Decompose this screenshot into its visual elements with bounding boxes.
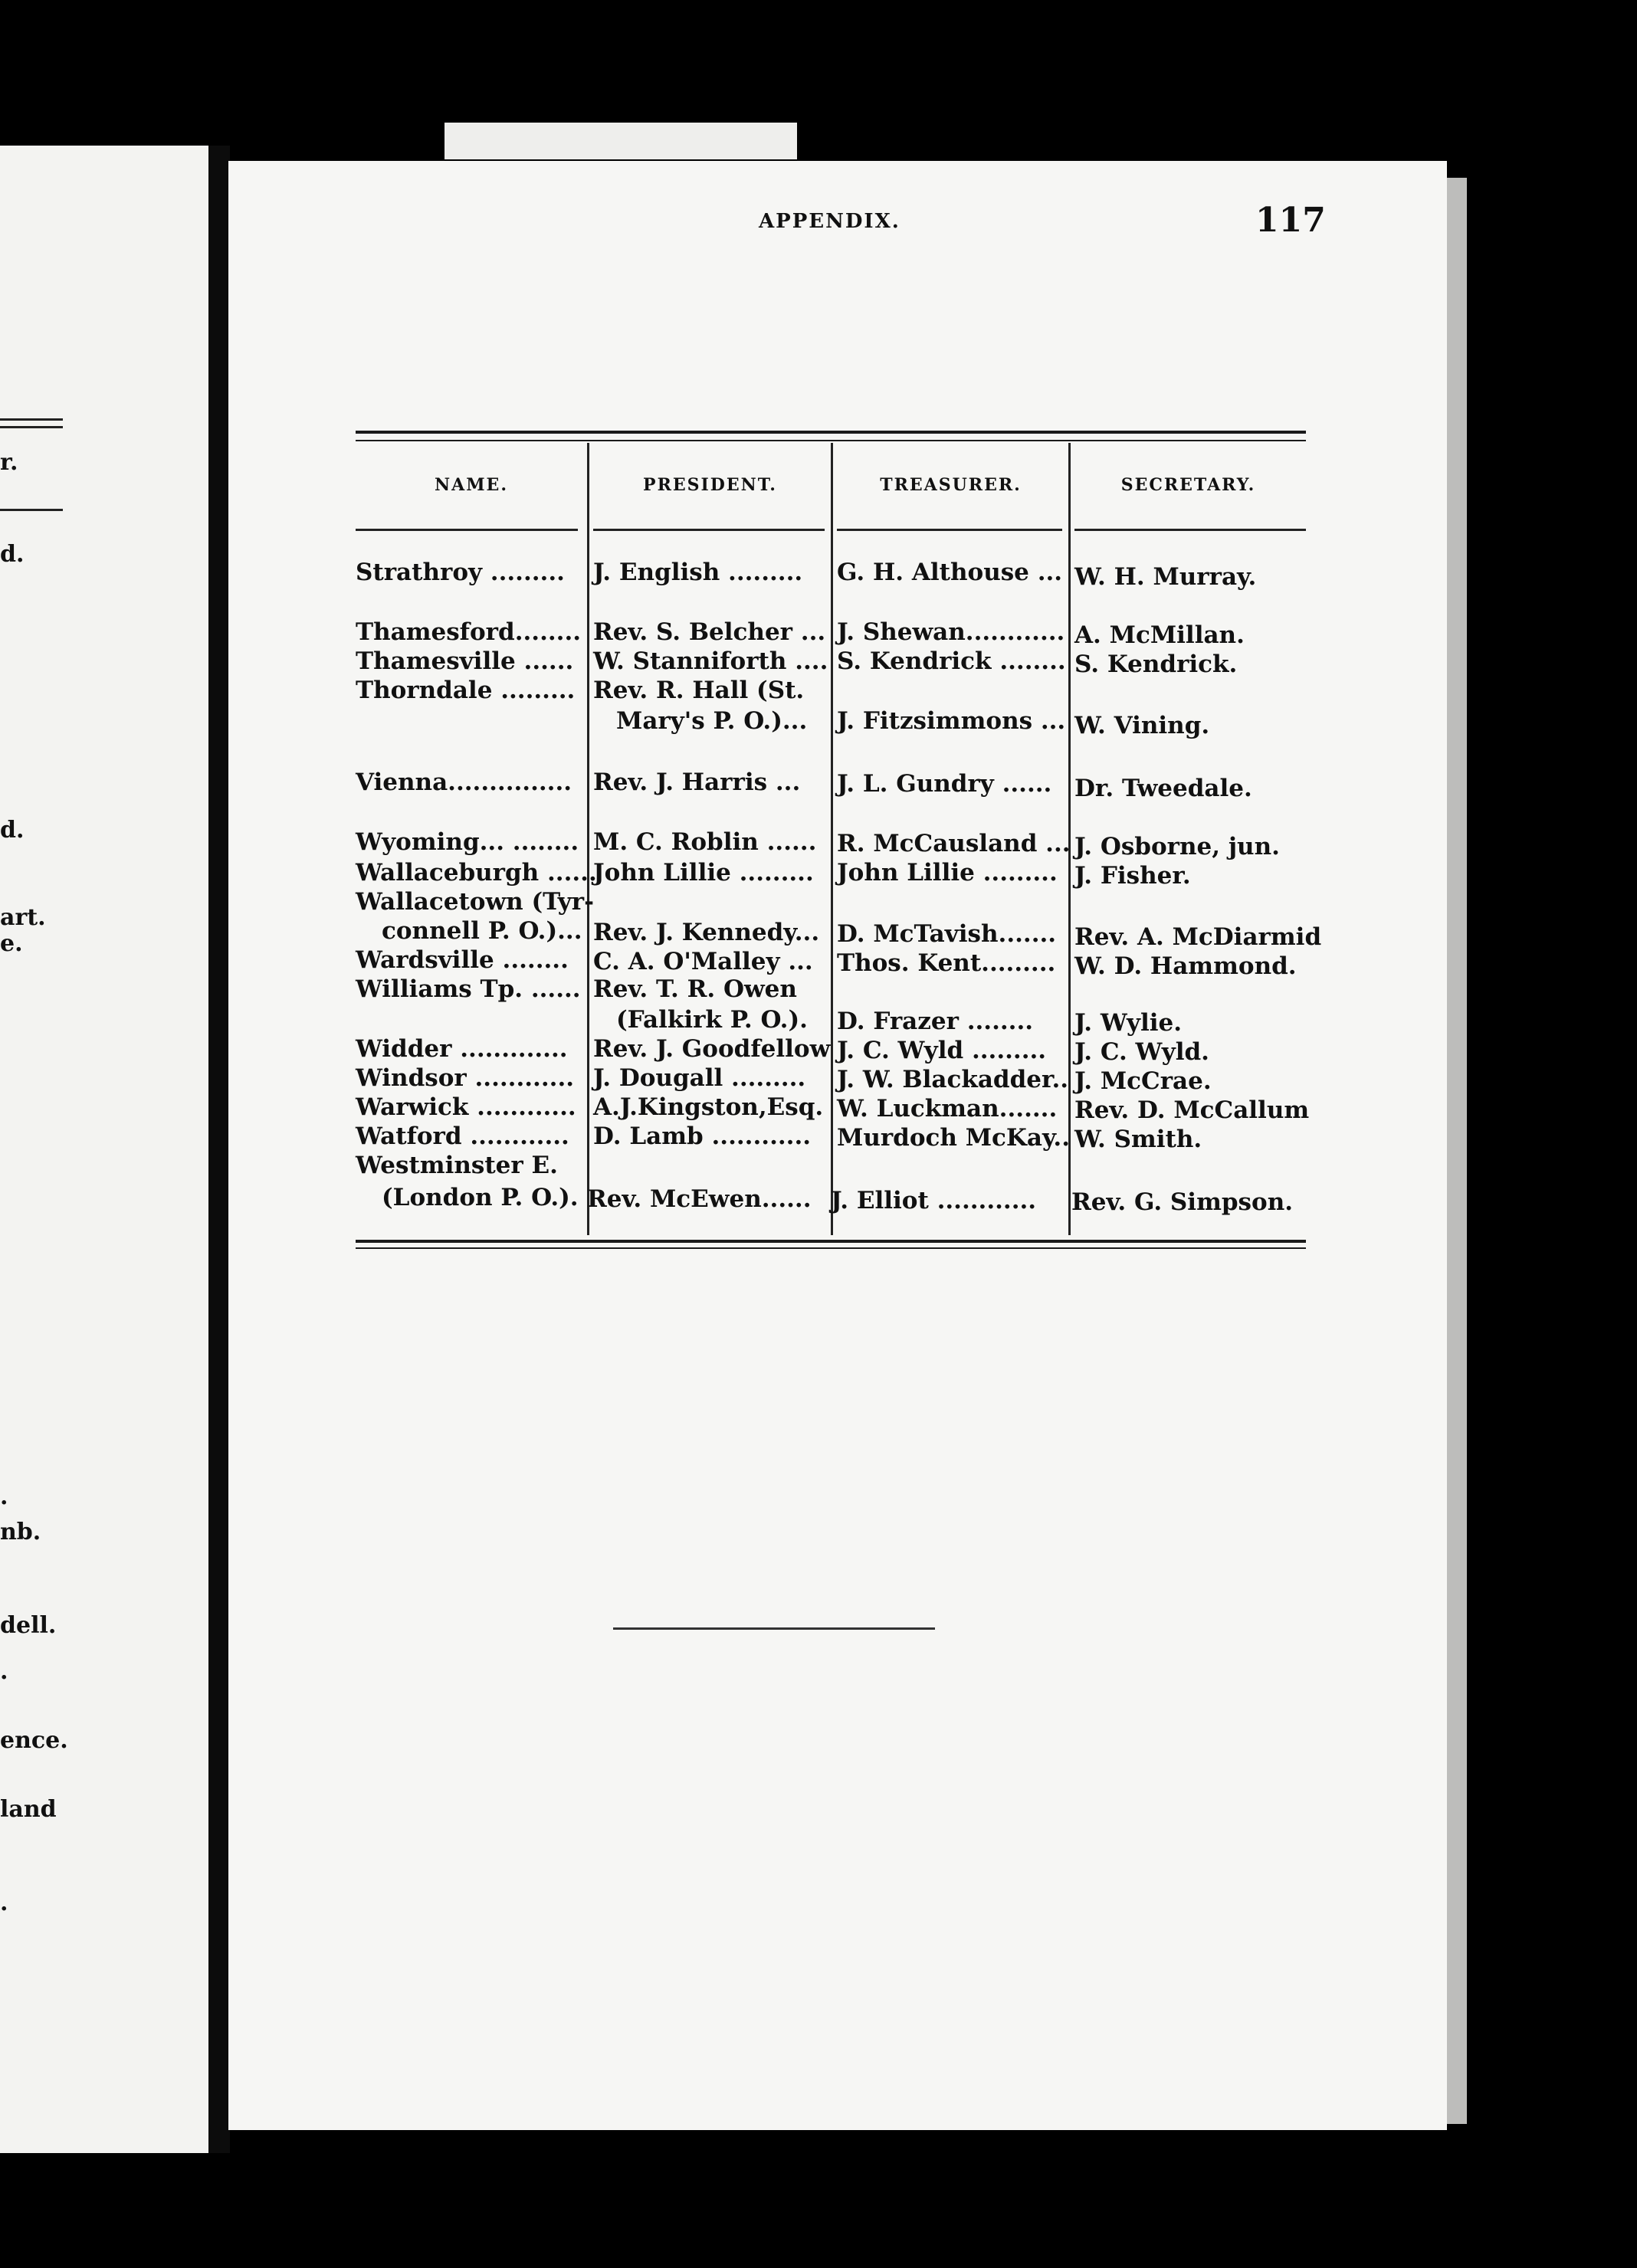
table-bottom-rule (356, 1240, 1306, 1243)
column-divider (587, 443, 589, 1235)
cell-secretary: W. H. Murray. (1074, 563, 1257, 591)
cell-treasurer: D. Frazer ........ (837, 1008, 1034, 1035)
header-underline (1074, 529, 1306, 531)
cell-secretary: J. McCrae. (1074, 1067, 1212, 1095)
cell-secretary: A. McMillan. (1074, 621, 1245, 649)
cell-secretary: W. Smith. (1074, 1126, 1202, 1153)
column-header-name: NAME. (435, 475, 508, 495)
cell-name: Vienna............... (356, 769, 572, 796)
cell-name: Thamesville ...... (356, 647, 574, 675)
cell-secretary: W. D. Hammond. (1074, 952, 1297, 980)
cell-name-continued: connell P. O.)... (382, 917, 582, 945)
cell-treasurer: G. H. Althouse ... (837, 559, 1063, 586)
table-top-rule (356, 431, 1306, 434)
facing-page-fragment: . (0, 1483, 8, 1510)
cell-president: Rev. R. Hall (St. (593, 677, 805, 704)
cell-president: C. A. O'Malley ... (593, 948, 813, 975)
cell-treasurer: J. L. Gundry ...... (837, 770, 1052, 798)
society-officers-table (356, 443, 1322, 1235)
column-divider (831, 443, 833, 1235)
cell-name: Windsor ............ (356, 1064, 575, 1092)
facing-page (0, 146, 208, 2153)
cell-president: Rev. J. Goodfellow (593, 1035, 831, 1063)
facing-page-fragment: art. (0, 904, 46, 931)
facing-page-fragment: e. (0, 930, 23, 957)
cell-name: Strathroy ......... (356, 559, 565, 586)
page-number: 117 (1255, 201, 1326, 240)
cell-name: Wallacetown (Tyr- (356, 888, 594, 916)
column-header-secretary: SECRETARY. (1120, 475, 1256, 495)
cell-treasurer: J. C. Wyld ......... (837, 1037, 1047, 1064)
page-edge-shadow (1447, 178, 1467, 2124)
cell-name: Wallaceburgh ...... (356, 859, 597, 887)
cell-treasurer: D. McTavish....... (837, 920, 1057, 948)
cell-secretary: J. Wylie. (1074, 1009, 1183, 1037)
header-underline (356, 529, 578, 531)
cell-secretary: Rev. D. McCallum (1074, 1096, 1310, 1124)
book-gutter (208, 146, 230, 2153)
cell-name-continued: (London P. O.). (382, 1184, 579, 1211)
cell-president: Rev. T. R. Owen (593, 975, 797, 1003)
header-underline (837, 529, 1062, 531)
cell-name: Widder ............. (356, 1035, 568, 1063)
cell-treasurer: John Lillie ......... (837, 859, 1058, 887)
facing-page-rule (0, 418, 63, 421)
cell-name: Williams Tp. ...... (356, 975, 581, 1003)
facing-page-fragment: d. (0, 541, 25, 568)
facing-page-fragment: . (0, 1889, 8, 1916)
cell-president: Rev. S. Belcher ... (593, 618, 826, 646)
cell-president: Rev. McEwen...... (587, 1185, 812, 1213)
cell-president: D. Lamb ............ (593, 1123, 812, 1150)
facing-page-fragment: r. (0, 449, 18, 476)
cell-treasurer: R. McCausland ... (837, 830, 1071, 857)
cell-treasurer: Thos. Kent......... (837, 949, 1056, 977)
cell-president: John Lillie ......... (593, 859, 814, 887)
cell-name: Warwick ............ (356, 1093, 576, 1121)
column-header-president: PRESIDENT. (643, 475, 777, 495)
cell-president: Rev. J. Harris ... (593, 769, 801, 796)
cell-name: Watford ............ (356, 1123, 569, 1150)
cell-secretary: W. Vining. (1074, 712, 1210, 739)
facing-page-edge (445, 123, 797, 159)
facing-page-fragment: nb. (0, 1519, 41, 1545)
facing-page-rule (0, 509, 63, 511)
table-bottom-rule (356, 1247, 1306, 1249)
cell-president-continued: Mary's P. O.)... (616, 707, 808, 735)
cell-treasurer: J. Fitzsimmons ... (837, 707, 1066, 735)
cell-secretary: Dr. Tweedale. (1074, 775, 1252, 802)
facing-page-fragment: dell. (0, 1612, 57, 1639)
cell-secretary: J. Osborne, jun. (1074, 833, 1280, 860)
running-head: APPENDIX. (759, 210, 901, 233)
cell-name: Thamesford........ (356, 618, 582, 646)
cell-president: A.J.Kingston,Esq. (593, 1093, 824, 1121)
cell-president: J. English ......... (593, 559, 803, 586)
cell-name: Wardsville ........ (356, 946, 569, 974)
cell-treasurer: J. Elliot ............ (831, 1187, 1037, 1214)
facing-page-fragment: d. (0, 817, 25, 844)
header-underline (593, 529, 825, 531)
cell-treasurer: W. Luckman....... (837, 1095, 1058, 1123)
cell-secretary: J. Fisher. (1074, 862, 1191, 890)
cell-name: Westminster E. (356, 1152, 558, 1179)
cell-secretary: Rev. A. McDiarmid (1074, 923, 1322, 951)
facing-page-fragment: . (0, 1658, 8, 1685)
cell-president: Rev. J. Kennedy... (593, 919, 820, 946)
cell-secretary: J. C. Wyld. (1074, 1038, 1209, 1066)
cell-secretary: S. Kendrick. (1074, 651, 1238, 678)
facing-page-fragment: land (0, 1796, 57, 1823)
cell-secretary: Rev. G. Simpson. (1071, 1188, 1294, 1216)
table-top-rule (356, 440, 1306, 441)
cell-treasurer: J. Shewan............ (837, 618, 1065, 646)
cell-name: Wyoming... ........ (356, 828, 579, 856)
cell-president-continued: (Falkirk P. O.). (616, 1006, 808, 1034)
column-header-treasurer: TREASURER. (880, 475, 1022, 495)
cell-treasurer: S. Kendrick ........ (837, 647, 1066, 675)
facing-page-rule (0, 426, 63, 428)
cell-president: W. Stanniforth .... (593, 647, 828, 675)
cell-treasurer: J. W. Blackadder.. (837, 1066, 1069, 1093)
show-through-rule (613, 1627, 935, 1630)
cell-president: M. C. Roblin ...... (593, 828, 817, 856)
facing-page-fragment: ence. (0, 1727, 68, 1754)
cell-name: Thorndale ......... (356, 677, 576, 704)
cell-president: J. Dougall ......... (593, 1064, 806, 1092)
cell-treasurer: Murdoch McKay.. (837, 1124, 1071, 1152)
